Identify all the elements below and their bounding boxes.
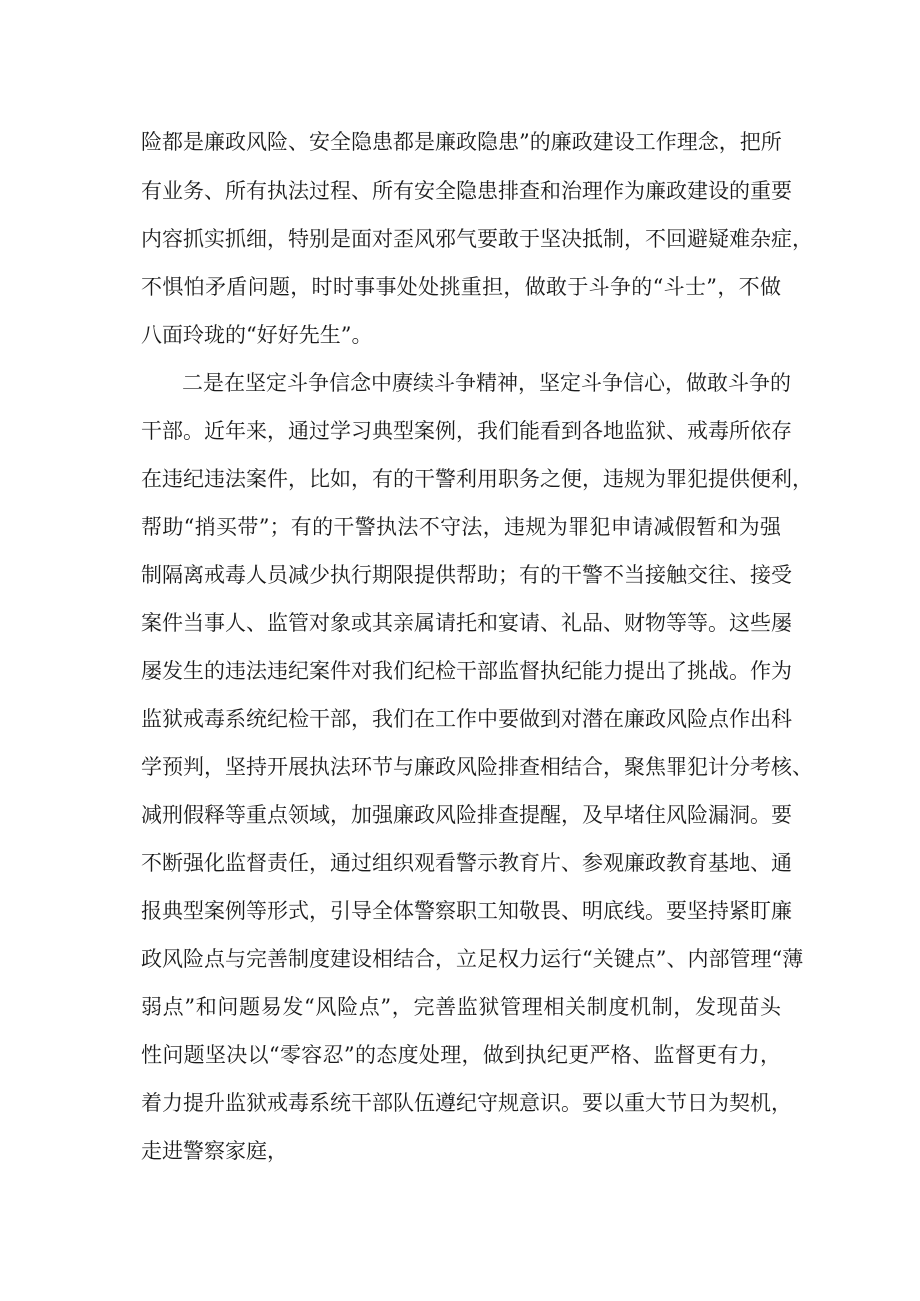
text-line: 学预判，坚持开展执法环节与廉政风险排查相结合，聚焦罪犯计分考核、	[141, 755, 813, 779]
text-line: 八面玲珑的“好好先生”。	[141, 323, 373, 347]
text-line: 政风险点与完善制度建设相结合，立足权力运行“关键点”、内部管理“薄	[141, 947, 804, 971]
text-line: 不断强化监督责任，通过组织观看警示教育片、参观廉政教育基地、通	[141, 851, 792, 875]
text-line: 报典型案例等形式，引导全体警察职工知敬畏、明底线。要坚持紧盯廉	[141, 899, 792, 923]
text-line: 监狱戒毒系统纪检干部，我们在工作中要做到对潜在廉政风险点作出科	[141, 707, 792, 731]
text-line: 帮助“捎买带”；有的干警执法不守法，违规为罪犯申请减假暂和为强	[141, 515, 781, 539]
text-line: 着力提升监狱戒毒系统干部队伍遵纪守规意识。要以重大节日为契机，	[141, 1091, 792, 1115]
text-line: 减刑假释等重点领域，加强廉政风险排查提醒，及早堵住风险漏洞。要	[141, 803, 792, 827]
text-line: 案件当事人、监管对象或其亲属请托和宴请、礼品、财物等等。这些屡	[141, 611, 792, 635]
text-line: 走进警察家庭，	[141, 1139, 288, 1163]
text-line: 干部。近年来，通过学习典型案例，我们能看到各地监狱、戒毒所依存	[141, 419, 792, 443]
text-line: 性问题坚决以“零容忍”的态度处理，做到执纪更严格、监督更有力，	[141, 1043, 781, 1067]
text-line: 内容抓实抓细，特别是面对歪风邪气要敢于坚决抵制，不回避疑难杂症，	[141, 227, 813, 251]
text-line: 弱点”和问题易发“风险点”，完善监狱管理相关制度机制，发现苗头	[141, 995, 781, 1019]
paragraph-start-line: 二是在坚定斗争信念中赓续斗争精神，坚定斗争信心，做敢斗争的	[182, 371, 791, 395]
text-line: 屡发生的违法违纪案件对我们纪检干部监督执纪能力提出了挑战。作为	[141, 659, 792, 683]
text-line: 制隔离戒毒人员减少执行期限提供帮助；有的干警不当接触交往、接受	[141, 563, 792, 587]
text-line: 有业务、所有执法过程、所有安全隐患排查和治理作为廉政建设的重要	[141, 179, 792, 203]
text-line: 在违纪违法案件，比如，有的干警利用职务之便，违规为罪犯提供便利，	[141, 467, 813, 491]
text-line: 险都是廉政风险、安全隐患都是廉政隐患”的廉政建设工作理念，把所	[141, 130, 782, 154]
text-line: 不惧怕矛盾问题，时时事事处处挑重担，做敢于斗争的“斗士”，不做	[141, 275, 781, 299]
